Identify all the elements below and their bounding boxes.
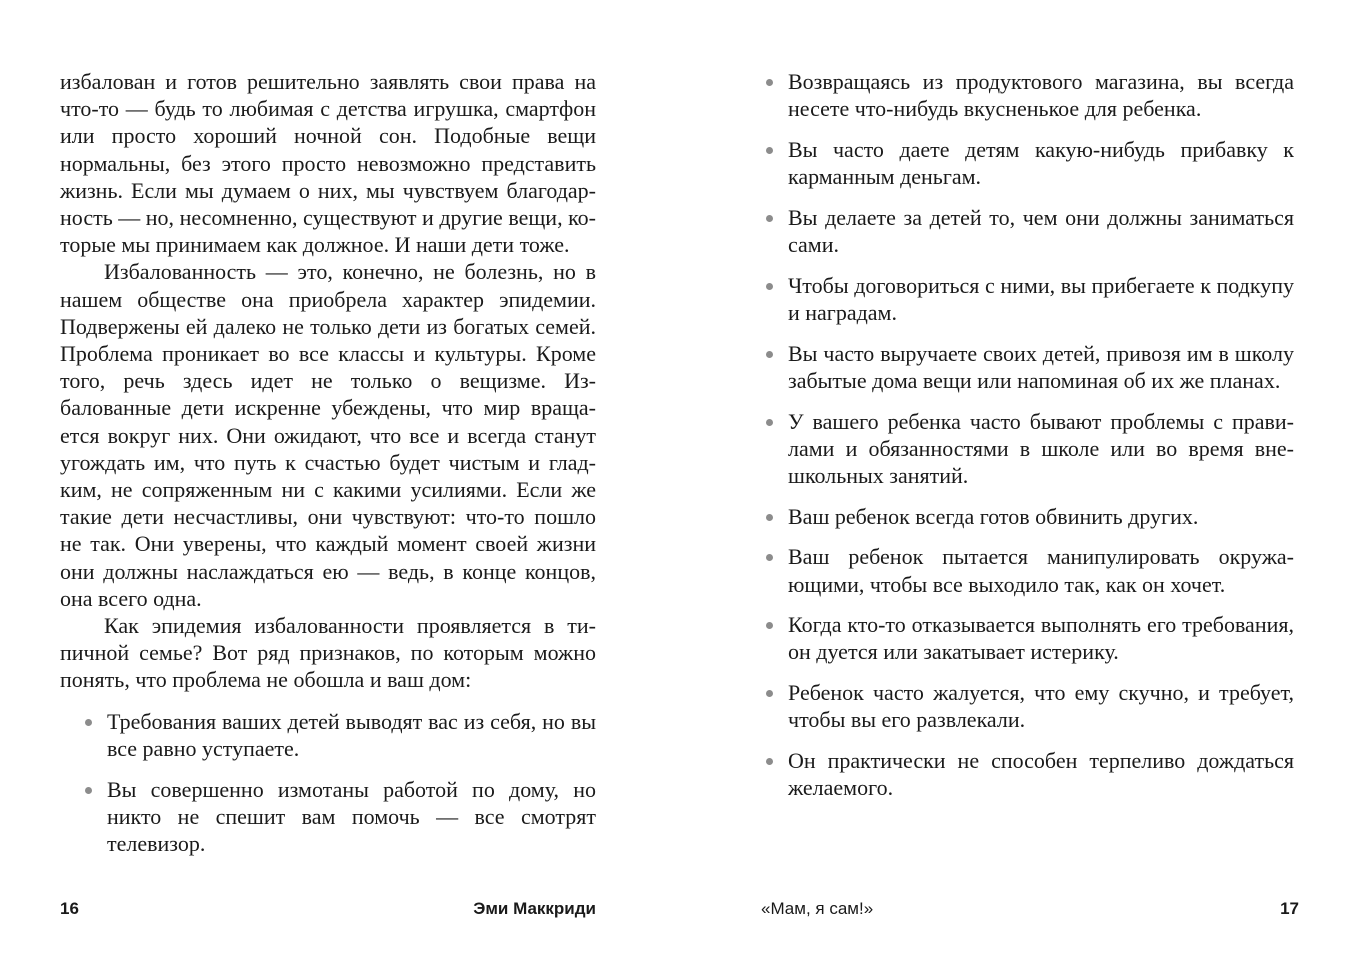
bullet-icon xyxy=(766,283,773,290)
right-page-body xyxy=(784,68,1294,815)
list-item-text: Когда кто-то отказывается выполнять его требования, он дуется или закатывает истерику. xyxy=(788,612,1294,665)
list-item xyxy=(763,503,1294,530)
right-page xyxy=(679,0,1358,974)
bullet-icon xyxy=(85,719,92,726)
bullet-icon xyxy=(766,147,773,154)
list-item xyxy=(60,708,596,762)
body-paragraph: Как эпидемия избалованности проявляется в типичной семье? Вот ряд признаков, по которым можно понять, что проблема не обошла и ваш дом: xyxy=(60,613,596,693)
list-item-text: Ребенок часто жалуется, что ему скучно, и требует, чтобы вы его развлекали. xyxy=(788,680,1294,733)
list-item xyxy=(763,543,1294,597)
list-item xyxy=(763,408,1294,490)
list-item xyxy=(763,340,1294,394)
left-page-body xyxy=(60,68,596,871)
bullet-icon xyxy=(766,758,773,765)
list-item xyxy=(60,776,596,858)
bullet-icon xyxy=(766,351,773,358)
page-number: 16 xyxy=(60,899,79,918)
list-item xyxy=(763,136,1294,190)
list-item xyxy=(763,611,1294,665)
list-item-text: У вашего ребенка часто бывают проблемы с правилами и обязанностями в школе или во время внешкольных занятий. xyxy=(788,408,1294,488)
list-item-text: Вы совершенно измотаны работой по дому, но никто не спешит вам помочь — все смотрят телевизор. xyxy=(107,776,596,856)
list-item-text: Вы часто выручаете своих детей, привозя им в школу забытые дома вещи или напоминая об их же планах. xyxy=(788,340,1294,393)
symptom-list xyxy=(60,708,596,858)
bullet-icon xyxy=(766,419,773,426)
list-item xyxy=(763,679,1294,733)
list-item xyxy=(763,68,1294,122)
bullet-icon xyxy=(85,787,92,794)
bullet-icon xyxy=(766,215,773,222)
list-item-text: Ваш ребенок всегда готов обвинить других. xyxy=(788,503,1199,529)
list-item-text: Требования ваших детей выводят вас из себя, но вы все равно уступаете. xyxy=(107,708,596,761)
symptom-list xyxy=(784,68,1294,801)
list-item-text: Он практически не способен терпеливо дождаться желаемого. xyxy=(788,748,1294,801)
running-header-title: «Мам, я сам!» xyxy=(761,899,874,918)
list-item xyxy=(763,204,1294,258)
list-item xyxy=(763,272,1294,326)
bullet-icon xyxy=(766,79,773,86)
page-number: 17 xyxy=(1280,899,1299,918)
body-paragraph: избалован и готов решительно заявлять свои права на что-то — будь то любимая с детства игрушка, смартфон или просто хороший ночной сон. Подобные вещи нормальны, без этого просто невозможно представить жизнь. Если мы думаем о них, мы чувствуем благодарность — но, несомненно, существуют и другие вещи, которые мы принимаем как должное. И наши дети тоже. xyxy=(60,69,596,258)
bullet-icon xyxy=(766,622,773,629)
running-header-author: Эми Маккриди xyxy=(473,899,596,918)
bullet-icon xyxy=(766,554,773,561)
list-item xyxy=(763,747,1294,801)
list-item-text: Вы делаете за детей то, чем они должны заниматься сами. xyxy=(788,204,1294,258)
list-item-text: Ваш ребенок пытается манипулировать окружающими, чтобы все выходило так, как он хочет. xyxy=(788,544,1294,597)
bullet-icon xyxy=(766,690,773,697)
list-item-text: Вы часто даете детям какую-нибудь прибавку к карманным деньгам. xyxy=(788,136,1294,190)
list-item-text: Чтобы договориться с ними, вы прибегаете к подкупу и наградам. xyxy=(788,272,1294,325)
body-paragraph: Избалованность — это, конечно, не болезнь, но в нашем обществе она приобрела характер эпидемии. Подвержены ей далеко не только дети из богатых семей. Проблема проникает во все классы и культуры. Кроме того, речь здесь идет не только о вещизме. Избалованные дети искренне убеждены, что мир вращается вокруг них. Они ожидают, что все и всегда станут угождать им, что путь к счастью будет чистым и гладким, не сопряженным ни с какими усилиями. Если же такие дети несчастливы, они чувствуют: что-то пошло не так. Они уверены, что каждый момент своей жизни они должны наслаждаться ею — ведь, в конце концов, она всего одна. xyxy=(60,259,596,611)
list-item-text: Возвращаясь из продуктового магазина, вы всегда несете что-нибудь вкусненькое для ребенка. xyxy=(788,69,1294,122)
bullet-icon xyxy=(766,514,773,521)
